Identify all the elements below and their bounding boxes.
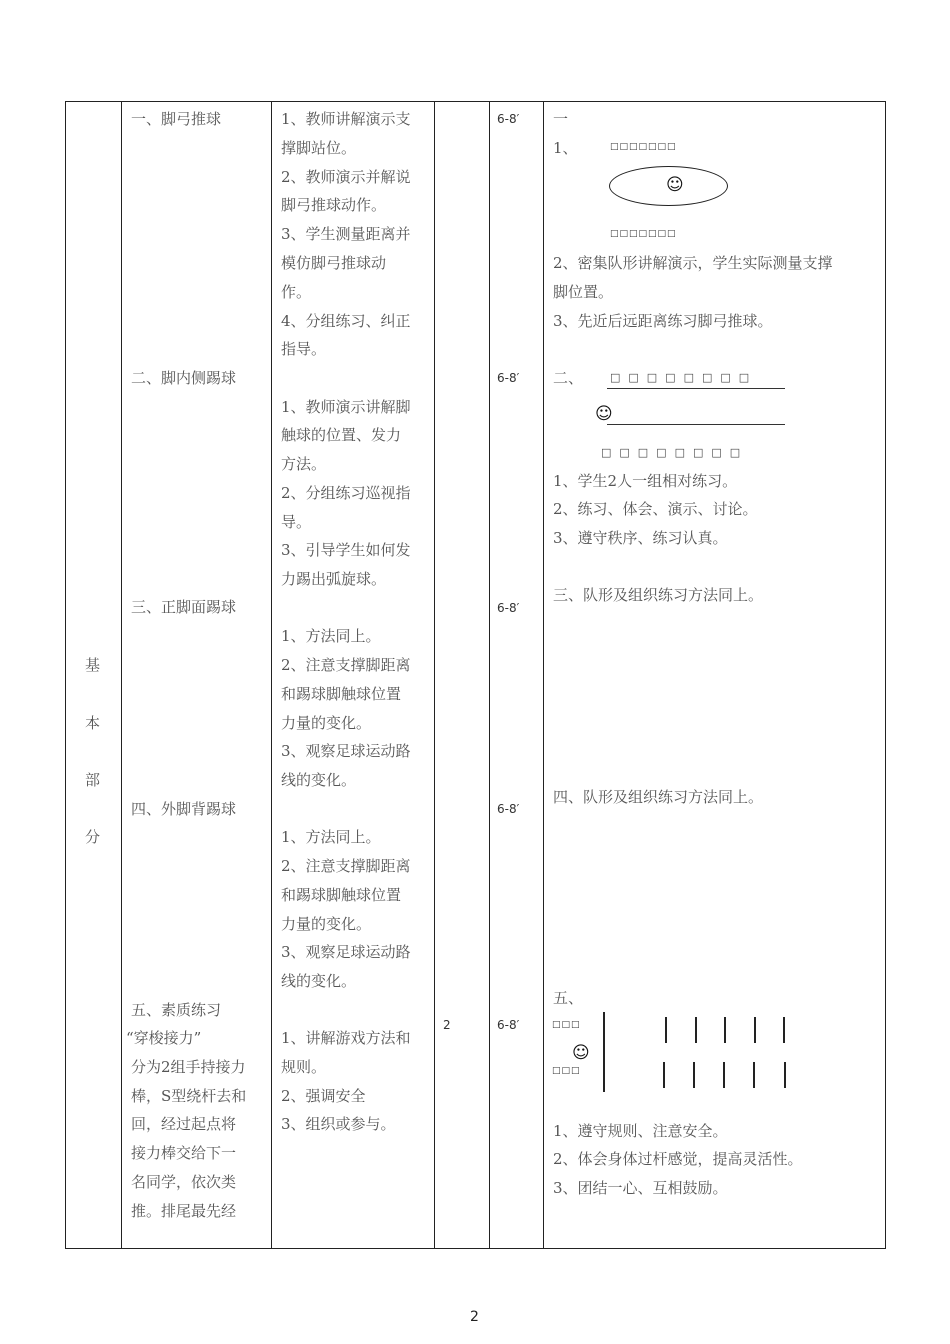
- relay-group-bottom: □□□: [552, 1066, 581, 1076]
- method-line: 2、注意支撑脚距离: [281, 857, 411, 875]
- relay-pole: [784, 1062, 786, 1088]
- method-line: 触球的位置、发力: [281, 426, 402, 444]
- formation-line: [607, 424, 785, 425]
- method-line: 撑脚站位。: [281, 139, 357, 157]
- method-line: 力量的变化。: [281, 714, 372, 732]
- org-line: 2、体会身体过杆感觉，提高灵活性。: [553, 1150, 803, 1168]
- content-item: 名同学，依次类: [131, 1173, 237, 1191]
- table-col-border: [121, 101, 122, 1249]
- method-line: 指导。: [281, 340, 327, 358]
- table-col-border: [65, 101, 66, 1249]
- teacher-smiley-icon: ☺: [666, 175, 684, 195]
- table-col-border: [434, 101, 435, 1249]
- content-item: 一、脚弓推球: [131, 110, 222, 128]
- method-line: 2、教师演示并解说: [281, 168, 411, 186]
- relay-start-line: [603, 1012, 605, 1092]
- relay-pole: [695, 1017, 697, 1043]
- org-section-heading: 一: [553, 110, 569, 128]
- formation-row-top: □□□□□□□□: [610, 371, 758, 384]
- method-line: 规则。: [281, 1058, 327, 1076]
- relay-pole: [783, 1017, 785, 1043]
- relay-group-top: □□□: [552, 1020, 581, 1030]
- org-line: 3、遵守秩序、练习认真。: [553, 529, 728, 547]
- time-value: 6-8′: [497, 601, 520, 615]
- table-bottom-border: [65, 1248, 886, 1249]
- time-value: 6-8′: [497, 802, 520, 816]
- method-line: 4、分组练习、纠正: [281, 312, 411, 330]
- method-line: 线的变化。: [281, 972, 357, 990]
- method-line: 力量的变化。: [281, 915, 372, 933]
- time-value: 6-8′: [497, 1018, 520, 1032]
- method-line: 3、观察足球运动路: [281, 943, 411, 961]
- method-line: 力踢出弧旋球。: [281, 570, 387, 588]
- table-top-border: [65, 101, 886, 102]
- relay-pole: [753, 1062, 755, 1088]
- method-line: 3、学生测量距离并: [281, 225, 411, 243]
- content-item: “穿梭接力”: [126, 1029, 202, 1047]
- time-value: 6-8′: [497, 112, 520, 126]
- method-line: 模仿脚弓推球动: [281, 254, 387, 272]
- formation-row-bottom: □□□□□□□: [610, 229, 677, 239]
- org-line: 三、队形及组织练习方法同上。: [553, 586, 764, 604]
- method-line: 导。: [281, 513, 312, 531]
- method-line: 脚弓推球动作。: [281, 196, 387, 214]
- teacher-smiley-icon: ☺: [595, 404, 613, 424]
- teacher-smiley-icon: ☺: [572, 1043, 590, 1063]
- method-line: 1、方法同上。: [281, 627, 381, 645]
- org-section-heading: 五、: [553, 989, 584, 1007]
- method-line: 2、强调安全: [281, 1087, 366, 1105]
- count-value: 2: [443, 1018, 451, 1032]
- formation-row-top: □□□□□□□: [610, 142, 677, 152]
- content-item: 五、素质练习: [131, 1001, 222, 1019]
- method-line: 1、讲解游戏方法和: [281, 1029, 411, 1047]
- method-line: 和踢球脚触球位置: [281, 685, 402, 703]
- org-line: 3、团结一心、互相鼓励。: [553, 1179, 728, 1197]
- table-col-border: [543, 101, 544, 1249]
- table-col-border: [271, 101, 272, 1249]
- method-line: 2、注意支撑脚距离: [281, 656, 411, 674]
- method-line: 作。: [281, 283, 312, 301]
- relay-pole: [723, 1062, 725, 1088]
- content-item: 回，经过起点将: [131, 1115, 237, 1133]
- method-line: 1、方法同上。: [281, 828, 381, 846]
- org-line: 2、练习、体会、演示、讨论。: [553, 500, 758, 518]
- method-line: 线的变化。: [281, 771, 357, 789]
- org-line: 3、先近后远距离练习脚弓推球。: [553, 312, 773, 330]
- org-line: 四、队形及组织练习方法同上。: [553, 788, 764, 806]
- org-line: 2、密集队形讲解演示，学生实际测量支撑: [553, 254, 833, 272]
- content-item: 分为2组手持接力: [131, 1058, 246, 1076]
- method-line: 和踢球脚触球位置: [281, 886, 402, 904]
- method-line: 2、分组练习巡视指: [281, 484, 411, 502]
- org-section-heading: 二、: [553, 369, 584, 387]
- org-line: 1、遵守规则、注意安全。: [553, 1122, 728, 1140]
- content-item: 三、正脚面踢球: [131, 598, 237, 616]
- section-label-char: 部: [85, 771, 101, 789]
- time-value: 6-8′: [497, 371, 520, 385]
- relay-pole: [693, 1062, 695, 1088]
- org-line: 脚位置。: [553, 283, 614, 301]
- method-line: 3、组织或参与。: [281, 1115, 396, 1133]
- relay-pole: [724, 1017, 726, 1043]
- relay-pole: [663, 1062, 665, 1088]
- method-line: 1、教师讲解演示支: [281, 110, 411, 128]
- table-col-border: [885, 101, 886, 1249]
- content-item: 接力棒交给下一: [131, 1144, 237, 1162]
- content-item: 四、外脚背踢球: [131, 800, 237, 818]
- org-item-number: 1、: [553, 139, 578, 157]
- method-line: 方法。: [281, 455, 327, 473]
- section-label-char: 分: [85, 828, 101, 846]
- relay-pole: [665, 1017, 667, 1043]
- content-item: 棒，S型绕杆去和: [131, 1087, 247, 1105]
- section-label-char: 基: [85, 656, 101, 674]
- formation-row-bottom: □□□□□□□□: [601, 446, 749, 459]
- page-number: 2: [470, 1309, 479, 1325]
- method-line: 3、观察足球运动路: [281, 742, 411, 760]
- content-item: 二、脚内侧踢球: [131, 369, 237, 387]
- section-label-char: 本: [85, 714, 101, 732]
- method-line: 3、引导学生如何发: [281, 541, 411, 559]
- relay-pole: [754, 1017, 756, 1043]
- table-col-border: [489, 101, 490, 1249]
- content-item: 推。排尾最先经: [131, 1202, 237, 1220]
- method-line: 1、教师演示讲解脚: [281, 398, 411, 416]
- org-line: 1、学生2人一组相对练习。: [553, 472, 738, 490]
- formation-line: [607, 388, 785, 389]
